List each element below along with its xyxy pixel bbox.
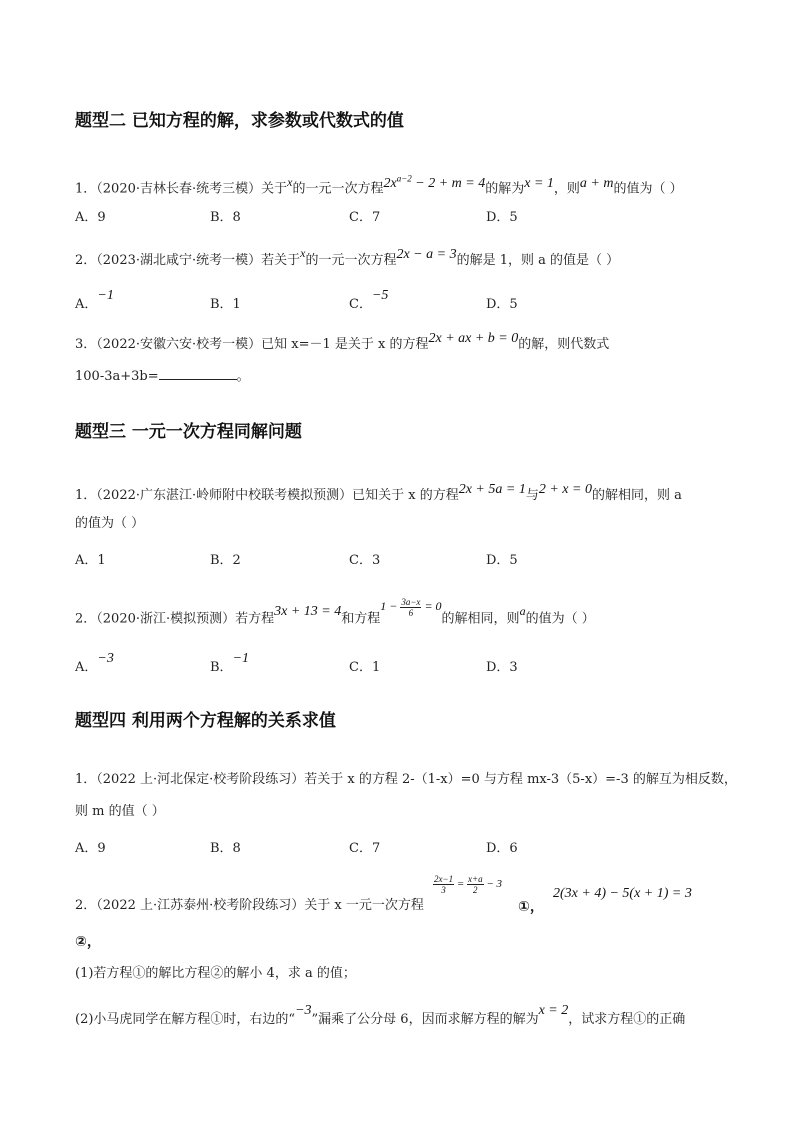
option-c: C．1 <box>349 660 381 675</box>
sub-question-1: (1)若方程①的解比方程②的解小 4，求 a 的值； <box>75 966 356 981</box>
question-2-2 <box>75 246 620 269</box>
option-a: A．−1 <box>75 288 114 312</box>
option-d: D．6 <box>486 841 518 856</box>
q-text: 的解相同，则 <box>441 611 520 627</box>
math-equation-1: $\frac{2x-1}{3}$ = $\frac{x+a}{2}$ − 3 <box>434 874 503 895</box>
sub-question-2: (2)小马虎同学在解方程①时，右边的“−3”漏乘了公分母 6，因而求解方程的解为x = 2，试求方程①的正确 <box>75 1003 686 1027</box>
option-c: C．7 <box>349 210 381 225</box>
option-a: A．9 <box>75 841 106 856</box>
question-2-1 <box>75 173 683 198</box>
equation-marker-2: ②， <box>75 934 101 950</box>
option-a: A．−3 <box>75 651 114 675</box>
math-var: x <box>300 246 306 260</box>
option-c: C．3 <box>349 553 381 568</box>
q-text: 2．（2020·浙江·模拟预测）若方程 <box>75 611 275 627</box>
option-d: D．5 <box>486 553 518 568</box>
option-c: C．−5 <box>349 288 389 312</box>
question-2-3-line2: 100-3a+3b= 。 <box>75 369 250 384</box>
math-equation-2: 2(3x + 4) − 5(x + 1) = 3 <box>553 886 692 901</box>
q-text: 的解，则代数式 <box>518 337 610 352</box>
q-text: 的解是 1，则 a 的值是（ ） <box>456 253 620 268</box>
math-equation: 3x + 13 = 4 <box>274 604 342 620</box>
q-text: 的解相同，则 a <box>591 488 682 503</box>
math-equation-fraction: 1 − $\frac{3a-x}{6}$ = 0 <box>380 597 442 618</box>
q-text: 的值为（ ） <box>613 181 683 197</box>
q-text: 的解为 <box>485 181 525 197</box>
section-title-2: 题型二 已知方程的解，求参数或代数式的值 <box>75 111 404 131</box>
section-title-3: 题型三 一元一次方程同解问题 <box>75 422 302 442</box>
option-d: D．5 <box>486 210 518 225</box>
q-text: 的一元一次方程 <box>305 253 397 268</box>
q-text: 3．（2022·安徽六安·校考一模）已知 x=－1 是关于 x 的方程 <box>75 337 429 352</box>
equation-marker-1: ①， <box>518 899 544 915</box>
math-solution: x = 1 <box>524 175 554 191</box>
option-b: B．−1 <box>210 651 250 675</box>
option-d: D．5 <box>486 297 518 312</box>
math-equation: 2 + x = 0 <box>538 482 592 497</box>
math-equation: 2x − a = 3 <box>396 247 457 262</box>
question-4-1: 1．（2022 上·河北保定·校考阶段练习）若关于 x 的方程 2-（1-x）=0 与方程 mx-3（5-x）=-3 的解互为相反数， <box>75 772 737 787</box>
math-equation: 2x + ax + b = 0 <box>428 331 519 346</box>
math-equation: 2x + 5a = 1 <box>458 482 526 497</box>
q-text: 1．（2020·吉林长春·统考三模）关于 <box>75 181 288 197</box>
option-c: C．7 <box>349 841 381 856</box>
section-title-4: 题型四 利用两个方程解的关系求值 <box>75 711 336 731</box>
option-b: B．2 <box>210 553 241 568</box>
q-text: 与 <box>525 488 539 503</box>
math-value: −3 <box>295 1003 312 1018</box>
option-a: A．9 <box>75 210 106 225</box>
question-3-1-line2: 的值为（ ） <box>75 516 145 531</box>
question-2-3 <box>75 331 610 353</box>
q-text: 2．（2023·湖北咸宁·统考一模）若关于 <box>75 253 301 268</box>
question-3-1 <box>75 482 682 504</box>
question-3-2 <box>75 597 595 630</box>
question-4-2: 2．（2022 上·江苏泰州·校考阶段练习）关于 x 一元一次方程 <box>75 898 424 913</box>
question-4-1-line2: 则 m 的值（ ） <box>75 804 165 819</box>
option-b: B．8 <box>210 210 241 225</box>
option-d: D．3 <box>486 660 518 675</box>
math-var: x <box>287 174 293 189</box>
q-text: 和方程 <box>341 611 381 627</box>
q-text: 的一元一次方程 <box>292 181 384 197</box>
answer-blank[interactable] <box>159 367 237 380</box>
math-equation: $2x^{a-2} - 2 + m = 4$ <box>383 173 486 191</box>
option-b: B．1 <box>210 297 241 312</box>
math-solution: x = 2 <box>538 1003 569 1018</box>
option-b: B．8 <box>210 841 241 856</box>
q-text: ，则 <box>553 181 580 197</box>
option-a: A．1 <box>75 553 106 568</box>
q-text: 的值为（ ） <box>525 611 595 627</box>
math-expression: a + m <box>579 175 614 191</box>
math-var: a <box>519 604 526 619</box>
q-text: 1．（2022·广东湛江·岭师附中校联考模拟预测）已知关于 x 的方程 <box>75 488 459 503</box>
